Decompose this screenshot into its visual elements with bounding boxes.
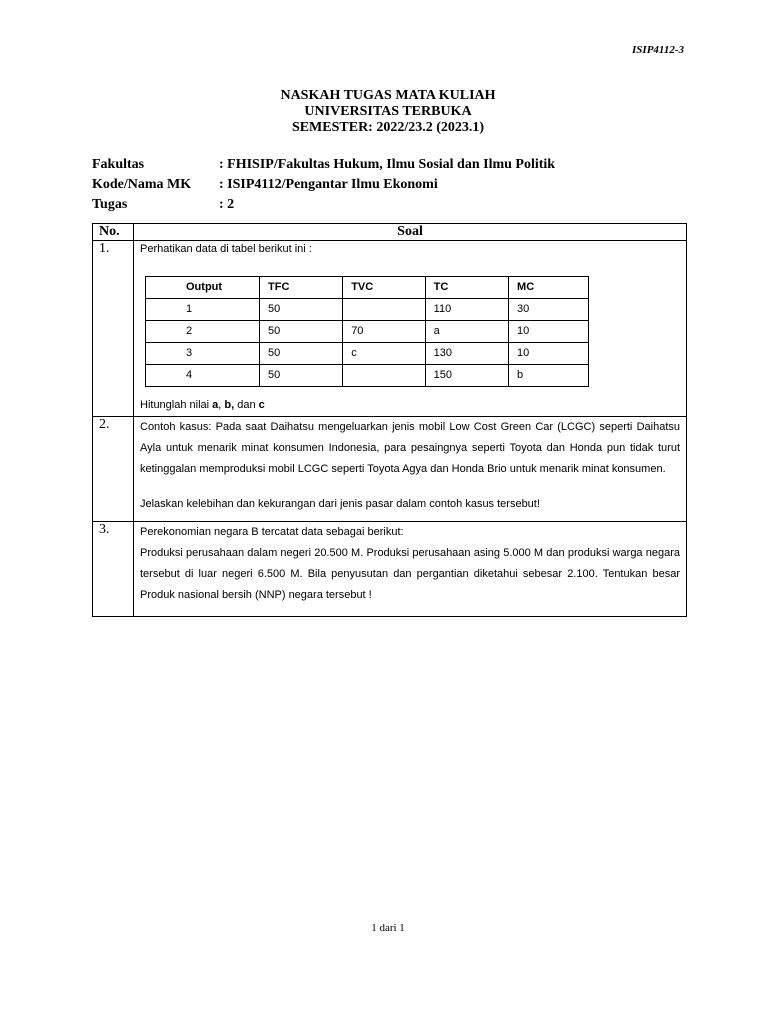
table-cell: 2 <box>146 321 260 343</box>
table-cell: 50 <box>260 321 343 343</box>
meta-value: : ISIP4112/Pengantar Ilmu Ekonomi <box>219 177 438 192</box>
question-number: 2. <box>93 417 134 522</box>
spacer <box>140 480 680 494</box>
document-header <box>0 88 768 136</box>
header-title: NASKAH TUGAS MATA KULIAH <box>280 88 496 103</box>
table-cell: 4 <box>146 365 260 387</box>
meta-label: Kode/Nama MK <box>92 177 192 192</box>
table-cell <box>343 299 425 321</box>
question-number: 1. <box>93 241 134 417</box>
question-content <box>134 417 687 522</box>
column-header-no: No. <box>93 224 134 241</box>
question-row-3 <box>93 522 687 617</box>
table-row <box>146 365 589 387</box>
question-text: Contoh kasus: Pada saat Daihatsu mengeluarkan jenis mobil Low Cost Green Car (LCGC) seperti Daihatsu Ayla untuk menarik minat konsumen Indonesia, para pesaingnya seperti Toyota dan Honda pun tidak turut ketinggalan memproduksi mobil LCGC seperti Toyota Agya dan Honda Brio untuk menarik minat konsumen. <box>140 421 680 475</box>
task-var-c: c <box>258 399 265 411</box>
table-cell: 30 <box>509 299 589 321</box>
question-content <box>134 241 687 417</box>
meta-row-tugas <box>92 196 555 216</box>
table-cell: 1 <box>146 299 260 321</box>
page-number: 1 dari 1 <box>371 922 405 934</box>
course-meta <box>92 156 555 216</box>
table-cell: a <box>425 321 508 343</box>
meta-row-kode <box>92 176 555 196</box>
task-separator: , <box>218 399 225 411</box>
cost-table-header-row <box>146 277 589 299</box>
table-cell: 3 <box>146 343 260 365</box>
header-semester: SEMESTER: 2022/23.2 (2023.1) <box>291 120 485 135</box>
table-cell: c <box>343 343 425 365</box>
cost-data-table <box>145 276 589 387</box>
meta-label: Tugas <box>92 197 128 212</box>
header-university: UNIVERSITAS TERBUKA <box>304 104 472 119</box>
meta-value: : FHISIP/Fakultas Hukum, Ilmu Sosial dan Ilmu Politik <box>219 157 556 172</box>
header-tvc: TVC <box>343 277 425 299</box>
header-mc: MC <box>509 277 589 299</box>
table-cell <box>343 365 425 387</box>
table-cell: 110 <box>425 299 508 321</box>
column-header-soal: Soal <box>134 224 687 241</box>
header-tc: TC <box>425 277 508 299</box>
meta-label: Fakultas <box>92 157 145 172</box>
table-row <box>146 343 589 365</box>
table-cell: 50 <box>260 343 343 365</box>
task-separator: dan <box>234 399 259 411</box>
table-row <box>146 299 589 321</box>
header-tfc: TFC <box>260 277 343 299</box>
question-intro: Perekonomian negara B tercatat data sebagai berikut: <box>140 526 404 538</box>
meta-value: : 2 <box>219 197 235 212</box>
task-var-a: a <box>212 399 219 411</box>
table-row <box>146 321 589 343</box>
table-cell: 150 <box>425 365 508 387</box>
table-cell: b <box>509 365 589 387</box>
question-intro: Perhatikan data di tabel berikut ini : <box>140 243 312 255</box>
question-number: 3. <box>93 522 134 617</box>
question-row-1 <box>93 241 687 417</box>
table-cell: 70 <box>343 321 425 343</box>
question-text: Produksi perusahaan dalam negeri 20.500 M. Produksi perusahaan asing 5.000 M dan produksi warga negara tersebut di luar negeri 6.500 M. Bila penyusutan dan pergantian diketahui sebesar 2.100. Tentukan besar Produk nasional bersih (NNP) negara tersebut ! <box>140 547 680 601</box>
questions-header-row <box>93 224 687 241</box>
table-cell: 10 <box>509 321 589 343</box>
table-cell: 50 <box>260 299 343 321</box>
meta-row-fakultas <box>92 156 555 176</box>
table-cell: 10 <box>509 343 589 365</box>
task-var-b: b, <box>224 399 235 411</box>
question-content <box>134 522 687 617</box>
question-task: Jelaskan kelebihan dan kekurangan dari jenis pasar dalam contoh kasus tersebut! <box>140 498 540 510</box>
header-output: Output <box>146 277 260 299</box>
task-text: Hitunglah nilai <box>140 399 213 411</box>
questions-table <box>92 223 687 617</box>
question-row-2 <box>93 417 687 522</box>
table-cell: 50 <box>260 365 343 387</box>
document-code: ISIP4112-3 <box>632 44 684 56</box>
table-cell: 130 <box>425 343 508 365</box>
question-task <box>140 395 680 416</box>
